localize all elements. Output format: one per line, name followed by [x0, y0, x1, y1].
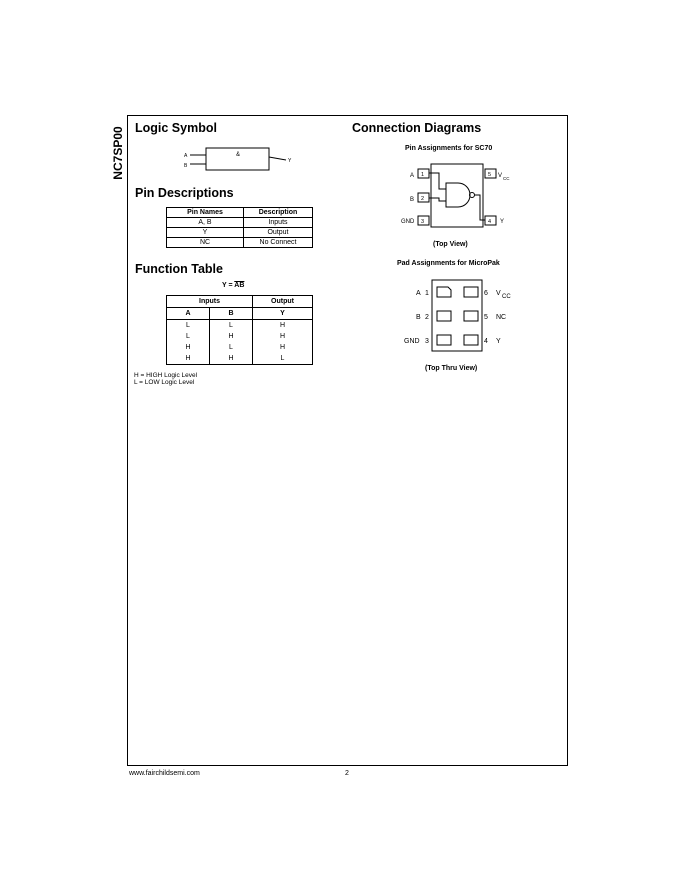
- group-output: Output: [253, 296, 313, 308]
- table-row: [167, 218, 313, 228]
- table-cell: H: [210, 331, 253, 342]
- micropak-pin-b-num: 2: [425, 314, 429, 321]
- sc70-view-caption: (Top View): [433, 241, 468, 248]
- col-a: A: [167, 308, 210, 320]
- logic-symbol-heading: Logic Symbol: [135, 121, 217, 135]
- table-cell: L: [253, 353, 313, 365]
- logic-input-b: B: [184, 163, 188, 169]
- pin-descriptions-heading: Pin Descriptions: [135, 186, 234, 200]
- table-cell: Inputs: [244, 218, 313, 228]
- legend-low: L = LOW Logic Level: [134, 379, 195, 386]
- sc70-pin-vcc-sub: CC: [503, 176, 510, 181]
- logic-output-y: Y: [288, 158, 292, 164]
- legend-high: H = HIGH Logic Level: [134, 372, 198, 379]
- micropak-pin-vcc-label: V: [496, 290, 501, 297]
- micropak-pin-b-label: B: [416, 314, 421, 321]
- table-cell: Output: [244, 228, 313, 238]
- col-y: Y: [253, 308, 313, 320]
- table-cell: No Connect: [244, 238, 313, 248]
- group-inputs: Inputs: [167, 296, 253, 308]
- sc70-title: Pin Assignments for SC70: [405, 145, 493, 152]
- sc70-pin-gnd-label: GND: [401, 219, 415, 225]
- table-row: [167, 353, 313, 365]
- part-number: NC7SP00: [111, 126, 125, 180]
- table-group-row: [167, 296, 313, 308]
- table-cell: L: [167, 320, 210, 332]
- footer-website[interactable]: www.fairchildsemi.com: [129, 770, 200, 777]
- logic-gate-label: &: [236, 152, 241, 158]
- part-number-vertical: [111, 116, 125, 196]
- table-row: [167, 228, 313, 238]
- table-cell: H: [253, 320, 313, 332]
- micropak-pin-vcc-num: 6: [484, 290, 488, 297]
- micropak-pin-y-label: Y: [496, 338, 501, 345]
- micropak-title: Pad Assignments for MicroPak: [397, 260, 500, 267]
- equation-prefix: Y =: [222, 282, 235, 289]
- micropak-pin-vcc-sub: CC: [502, 294, 511, 300]
- table-cell: A, B: [167, 218, 244, 228]
- sc70-pin-a-num: 1: [421, 172, 425, 178]
- table-header-row: [167, 308, 313, 320]
- pin-descriptions-table: [166, 207, 313, 248]
- table-cell: H: [253, 342, 313, 353]
- sc70-pin-y-num: 4: [488, 219, 492, 225]
- sc70-pinout-diagram: [396, 160, 516, 232]
- connection-diagrams-heading: Connection Diagrams: [352, 121, 482, 135]
- col-b: B: [210, 308, 253, 320]
- function-equation: [222, 282, 244, 289]
- table-cell: L: [210, 320, 253, 332]
- table-cell: L: [210, 342, 253, 353]
- table-cell: H: [210, 353, 253, 365]
- micropak-pin-gnd-num: 3: [425, 338, 429, 345]
- micropak-pin-nc-label: NC: [496, 314, 507, 321]
- micropak-pin-gnd-label: GND: [404, 338, 420, 345]
- micropak-pin-a-num: 1: [425, 290, 429, 297]
- sc70-pin-b-num: 2: [421, 196, 425, 202]
- table-cell: H: [167, 342, 210, 353]
- micropak-pin-y-num: 4: [484, 338, 488, 345]
- table-cell: NC: [167, 238, 244, 248]
- table-cell: L: [167, 331, 210, 342]
- equation-overline: $\overline{AB}$: [234, 282, 245, 289]
- sc70-pin-a-label: A: [410, 173, 415, 179]
- sc70-pin-b-label: B: [410, 197, 415, 203]
- micropak-pin-a-label: A: [416, 290, 421, 297]
- sc70-pin-vcc-label: V: [498, 173, 503, 179]
- function-table-heading: Function Table: [135, 262, 223, 276]
- logic-symbol-diagram: [180, 143, 300, 175]
- sc70-pin-y-label: Y: [500, 219, 505, 225]
- table-header: Description: [244, 208, 313, 218]
- logic-legend: [134, 372, 197, 386]
- table-row: [167, 342, 313, 353]
- sc70-pin-gnd-num: 3: [421, 219, 425, 225]
- table-cell: Y: [167, 228, 244, 238]
- table-header: Pin Names: [167, 208, 244, 218]
- micropak-view-caption: (Top Thru View): [425, 365, 478, 372]
- logic-input-a: A: [184, 153, 188, 159]
- table-row: [167, 320, 313, 332]
- table-row: [167, 331, 313, 342]
- table-cell: H: [167, 353, 210, 365]
- footer-page-number: 2: [345, 770, 349, 777]
- table-row: [167, 238, 313, 248]
- function-table: [166, 295, 313, 365]
- micropak-pinout-diagram: [400, 277, 525, 357]
- micropak-pin-nc-num: 5: [484, 314, 488, 321]
- table-cell: H: [253, 331, 313, 342]
- sc70-pin-vcc-num: 5: [488, 172, 492, 178]
- table-header-row: [167, 208, 313, 218]
